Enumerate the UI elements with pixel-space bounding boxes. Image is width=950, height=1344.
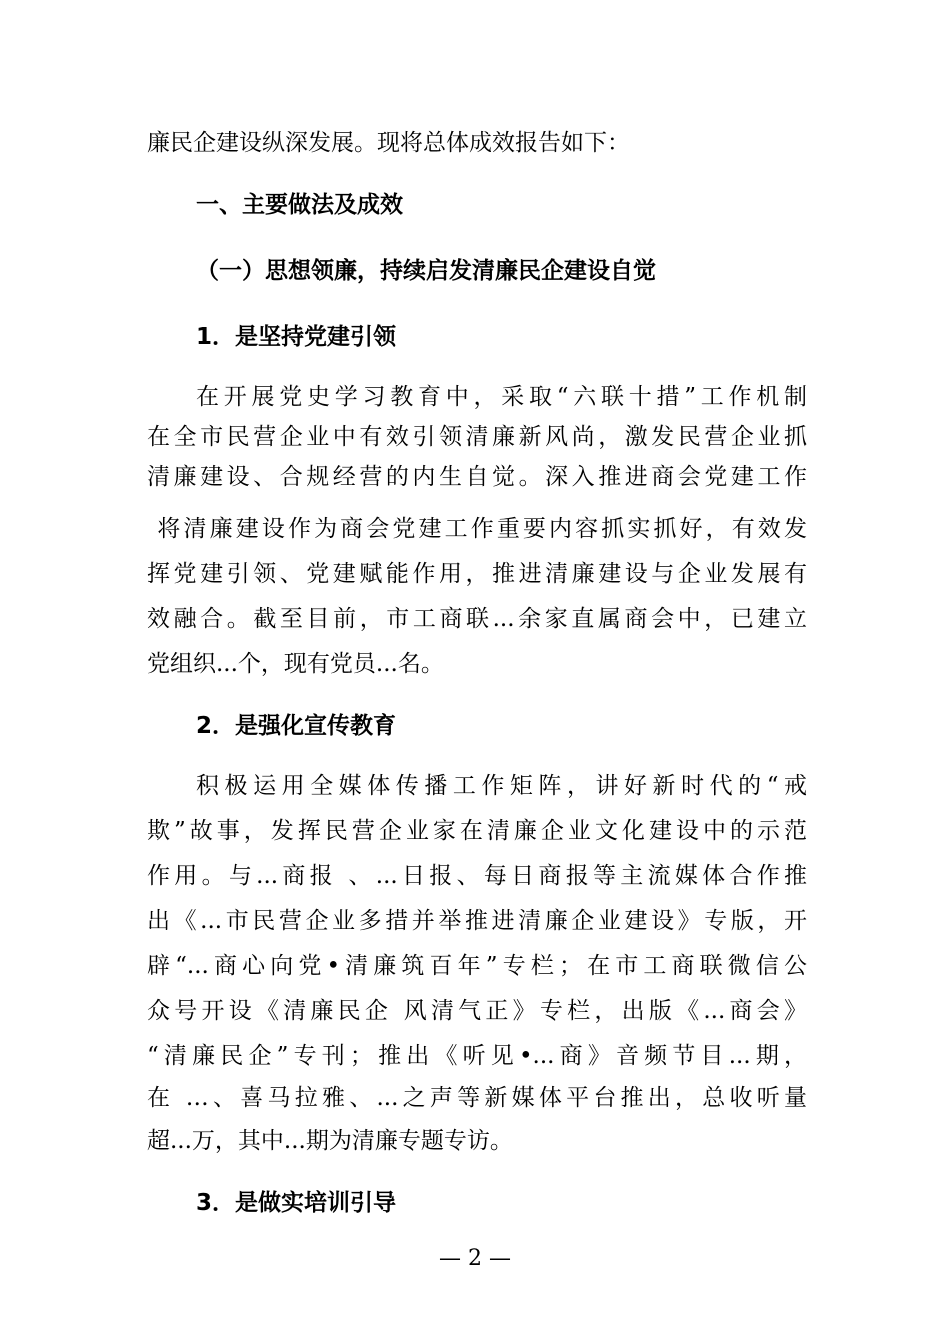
intro-paragraph-line: 廉民企建设纵深发展。现将总体成效报告如下： xyxy=(147,130,630,156)
section-heading-1: 一、主要做法及成效 xyxy=(196,192,403,218)
paragraph-line: 在全市民营企业中有效引领清廉新风尚，激发民营企业抓 xyxy=(147,424,807,450)
paragraph-line: 辟“...商心向党•清廉筑百年”专栏；在市工商联微信公 xyxy=(147,953,807,979)
subsection-heading-1: （一）思想领廉，持续启发清廉民企建设自觉 xyxy=(196,258,656,284)
item-heading-2: 2．是强化宣传教育 xyxy=(196,713,397,739)
paragraph-line: 效融合。截至目前，市工商联...余家直属商会中，已建立 xyxy=(147,606,807,632)
item-heading-1: 1．是坚持党建引领 xyxy=(196,324,397,350)
item-heading-3: 3．是做实培训引导 xyxy=(196,1190,397,1216)
paragraph-line: 清廉建设、合规经营的内生自觉。深入推进商会党建工作 xyxy=(147,464,807,490)
paragraph-line: 在 …、喜马拉雅、...之声等新媒体平台推出，总收听量 xyxy=(147,1085,807,1111)
paragraph-line: 党组织...个，现有党员...名。 xyxy=(147,651,444,677)
paragraph-line: 将清廉建设作为商会党建工作重要内容抓实抓好，有效发 xyxy=(147,516,807,542)
paragraph-line: 欺”故事，发挥民营企业家在清廉企业文化建设中的示范 xyxy=(147,818,807,844)
paragraph-line: 众号开设《清廉民企 风清气正》专栏，出版《...商会》 xyxy=(147,998,807,1024)
paragraph-line: 作用。与...商报 、...日报、每日商报等主流媒体合作推 xyxy=(147,863,807,889)
paragraph-line: 在开展党史学习教育中，采取“六联十措”工作机制 xyxy=(196,384,807,410)
page-number: — 2 — xyxy=(439,1246,511,1271)
paragraph-line: “清廉民企”专刊；推出《听见•...商》音频节目...期， xyxy=(147,1043,807,1069)
paragraph-line: 超...万，其中...期为清廉专题专访。 xyxy=(147,1128,513,1154)
paragraph-line: 积极运用全媒体传播工作矩阵，讲好新时代的“戒 xyxy=(196,773,807,799)
paragraph-line: 出《...市民营企业多措并举推进清廉企业建设》专版，开 xyxy=(147,908,807,934)
paragraph-line: 挥党建引领、党建赋能作用，推进清廉建设与企业发展有 xyxy=(147,561,807,587)
